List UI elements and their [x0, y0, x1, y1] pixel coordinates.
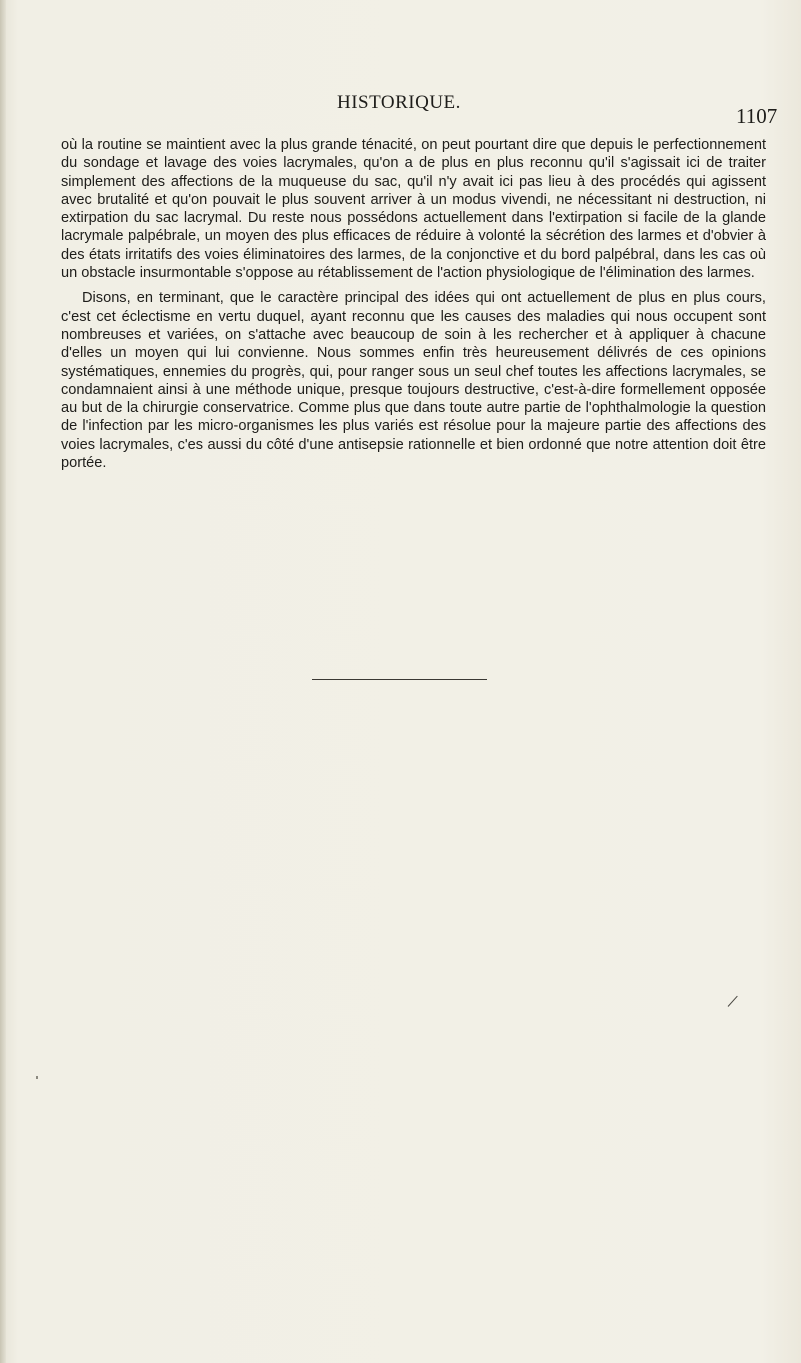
paragraph-conclusion: Disons, en terminant, que le caractère principal des idées qui ont actuellement de plus en plus cours, c'est cet éclectisme en vertu duquel, ayant reconnu que les causes des maladies qui nous occupent sont nombreuses et variées, on s'attache avec beaucoup de soin à les rechercher et à appliquer à chacune d'elles un moyen qui lui convienne. Nous sommes enfin très heureusement délivrés de ces opinions systématiques, ennemies du progrès, qui, pour ranger sous un seul chef toutes les affections lacrymales, se condamnaient ainsi à une méthode unique, presque toujours destructive, c'est-à-dire formellement opposée au but de la chirurgie conservatrice. Comme plus que dans toute autre partie de l'ophthalmologie la question de l'infection par les micro-organismes les plus variés est résolue pour la majeure partie des affections des voies lacrymales, c'es aussi du côté d'une antisepsie rationnelle et bien ordonné que notre attention doit être portée. [61, 290, 766, 472]
footnote-rule [312, 679, 487, 680]
paragraph-continued: où la routine se maintient avec la plus grande ténacité, on peut pourtant dire que depuis le perfectionnement du sondage et lavage des voies lacrymales, qu'on a de plus en plus reconnu qu'il s'agissait ici de traiter simplement des affections de la muqueuse du sac, qu'il n'y avait ici pas lieu à des procédés qui agissent avec brutalité et qu'on pouvait le plus souvent arriver à un modus vivendi, ne nécessitant ni destruction, ni extirpation du sac lacrymal. Du reste nous possédons actuellement dans l'extirpation si facile de la glande lacrymale palpébrale, un moyen des plus efficaces de réduire à volonté la sécrétion des larmes et d'obvier à des états irritatifs des voies éliminatoires des larmes, de la conjonctive et du bord palpébral, dans les cas où un obstacle insurmontable s'oppose au rétablissement de l'action physiologique de l'élimination des larmes. [61, 137, 766, 282]
page-header [0, 92, 801, 128]
page-number: 1107 [736, 104, 778, 128]
page-spine-shadow [0, 0, 6, 1363]
body-text [61, 136, 766, 472]
stray-dot [36, 1076, 38, 1079]
stray-pen-mark [728, 996, 738, 1007]
running-title: HISTORIQUE. [337, 92, 461, 113]
